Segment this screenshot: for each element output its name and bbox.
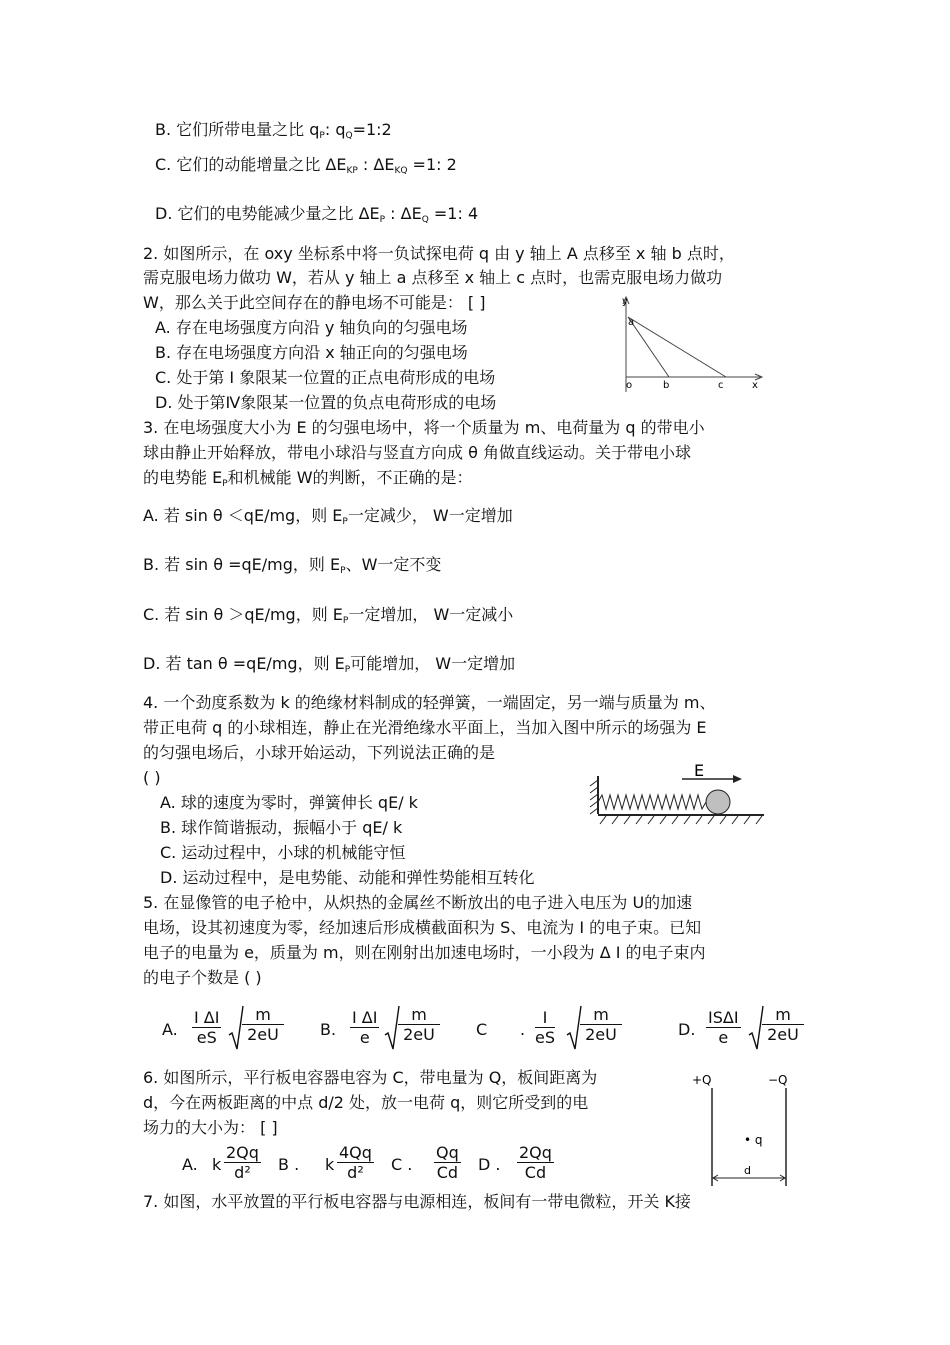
q5-option-b-fraction: $\frac{\text{I ΔI}}{e}$: [352, 1008, 378, 1047]
q6-option-d-label: D .: [478, 1155, 501, 1174]
q3-stem-1: 3. 在电场强度大小为 E 的匀强电场中，将一个质量为 m、电荷量为 q 的带电小: [143, 418, 705, 437]
q3-option-b: B. 若 sin θ =qE/mg，则 $E_P$、W一定不变: [143, 555, 442, 576]
q6-option-b-k: k: [325, 1155, 335, 1174]
point-a-label: a: [628, 317, 635, 328]
q4-option-a: A. 球的速度为零时，弹簧伸长 qE/ k: [160, 793, 418, 812]
axis-x-label: x: [752, 380, 758, 391]
q4-stem-1: 4. 一个劲度系数为 k 的绝缘材料制成的轻弹簧，一端固定，另一端与质量为 m、: [143, 693, 716, 712]
q5-stem-1: 5. 在显像管的电子枪中，从炽热的金属丝不断放出的电子进入电压为 U的加速: [143, 893, 693, 912]
q2-option-c: C. 处于第 I 象限某一位置的正点电荷形成的电场: [155, 368, 496, 387]
q1-option-b: B. 它们所带电量之比 $q_P$: $q_Q=1:2$: [155, 120, 392, 141]
q4-option-b: B. 球作简谐振动，振幅小于 qE/ k: [160, 818, 403, 837]
q6-option-a-k: k: [212, 1155, 222, 1174]
q6-option-c-label: C .: [391, 1155, 413, 1174]
axis-y-label: y: [622, 296, 628, 307]
q5-option-c-fraction: $\frac{I}{eS}$: [535, 1008, 555, 1047]
q3-option-a: A. 若 sin θ ＜qE/mg，则 $E_P$一定减少， W一定增加: [143, 506, 513, 527]
q5-option-b-sqrt: $\frac{m}{2eU}$: [384, 1005, 444, 1051]
q6-option-b-fraction: $\frac{4Qq}{\text{d²}}$: [339, 1143, 372, 1182]
q5-option-c-sqrt: $\frac{m}{2eU}$: [566, 1005, 626, 1051]
plate-minus-label: −Q: [768, 1073, 788, 1087]
q3-option-d: D. 若 tan θ =qE/mg，则 $E_P$可能增加， W一定增加: [143, 654, 516, 675]
q2-stem-1: 2. 如图所示，在 oxy 坐标系中将一负试探电荷 q 由 y 轴上 A 点移至 x 轴 b 点时，: [143, 244, 735, 263]
q4-figure: [586, 762, 766, 828]
q6-stem-1: 6. 如图所示，平行板电容器电容为 C，带电量为 Q，板间距离为: [143, 1068, 598, 1087]
q4-stem-4: ( ): [143, 768, 161, 787]
point-b-label: b: [663, 380, 670, 391]
q6-option-d-fraction: $\frac{2Qq}{Cd}$: [519, 1143, 552, 1182]
q6-figure: [688, 1068, 808, 1190]
q3-stem-3: 的电势能 $E_P$和机械能 W的判断，不正确的是：: [143, 468, 473, 489]
q2-stem-2: 需克服电场力做功 W，若从 y 轴上 a 点移至 x 轴上 c 点时，也需克服电场力做功: [143, 268, 723, 287]
q5-option-d-label: D.: [678, 1020, 696, 1039]
q4-stem-3: 的匀强电场后，小球开始运动，下列说法正确的是: [143, 743, 496, 762]
q5-option-d-sqrt: $\frac{m}{2eU}$: [748, 1005, 808, 1051]
q5-option-a-sqrt: $\frac{m}{2eU}$: [228, 1005, 288, 1051]
q5-option-a-fraction: $\frac{\text{I ΔI}}{eS}$: [194, 1008, 220, 1047]
q5-stem-2: 电场，设其初速度为零，经加速后形成横截面积为 S、电流为 I 的电子束。已知: [143, 918, 702, 937]
q5-option-c-label: C: [476, 1020, 488, 1039]
q6-option-a-label: A.: [182, 1155, 198, 1174]
plate-plus-label: +Q: [692, 1073, 712, 1087]
q2-option-d: D. 处于第Ⅳ象限某一位置的负点电荷形成的电场: [155, 393, 497, 412]
q6-option-a-fraction: $\frac{2Qq}{\text{d²}}$: [226, 1143, 259, 1182]
q5-option-c-dot: .: [520, 1020, 526, 1039]
q4-stem-2: 带正电荷 q 的小球相连，静止在光滑绝缘水平面上，当加入图中所示的场强为 E: [143, 718, 707, 737]
q2-stem-3: W，那么关于此空间存在的静电场不可能是： [ ]: [143, 293, 486, 312]
q6-stem-2: d，今在两板距离的中点 d/2 处，放一电荷 q，则它所受到的电: [143, 1093, 589, 1112]
field-e-label: E: [694, 762, 705, 780]
q6-option-c-fraction: $\frac{Qq}{Cd}$: [436, 1143, 459, 1182]
q4-option-d: D. 运动过程中，是电势能、动能和弹性势能相互转化: [160, 868, 535, 887]
q5-stem-3: 电子的电量为 e，质量为 m，则在刚射出加速电场时，一小段为 Δ I 的电子束内: [143, 943, 706, 962]
q3-stem-2: 球由静止开始释放，带电小球沿与竖直方向成 θ 角做直线运动。关于带电小球: [143, 443, 691, 462]
q1-option-c: C. 它们的动能增量之比 $\Delta E_{KP}$ : $\Delta E_{KQ} =1$: 2: [155, 155, 457, 176]
charge-q-label: • q: [744, 1133, 763, 1147]
origin-label: o: [626, 380, 633, 391]
q5-stem-4: 的电子个数是 ( ): [143, 968, 262, 987]
q5-option-d-fraction: ISΔI e: [708, 1008, 739, 1047]
q2-option-b: B. 存在电场强度方向沿 x 轴正向的匀强电场: [155, 343, 468, 362]
point-c-label: c: [718, 380, 724, 391]
q6-option-b-label: B .: [278, 1155, 300, 1174]
q2-figure: [612, 292, 772, 402]
q6-stem-3: 场力的大小为： [ ]: [143, 1118, 278, 1137]
q1-option-d: D. 它们的电势能减少量之比 $\Delta E_P$ : $\Delta E_Q =1$: 4: [155, 204, 479, 225]
q5-option-b-label: B.: [320, 1020, 337, 1039]
distance-d-label: d: [744, 1164, 751, 1177]
q5-option-a-label: A.: [162, 1020, 178, 1039]
q2-option-a: A. 存在电场强度方向沿 y 轴负向的匀强电场: [155, 318, 468, 337]
q4-option-c: C. 运动过程中，小球的机械能守恒: [160, 843, 406, 862]
q7-stem-1: 7. 如图，水平放置的平行板电容器与电源相连，板间有一带电微粒，开关 K接: [143, 1192, 691, 1211]
q3-option-c: C. 若 sin θ ＞qE/mg，则 $E_P$一定增加， W一定减小: [143, 605, 514, 626]
